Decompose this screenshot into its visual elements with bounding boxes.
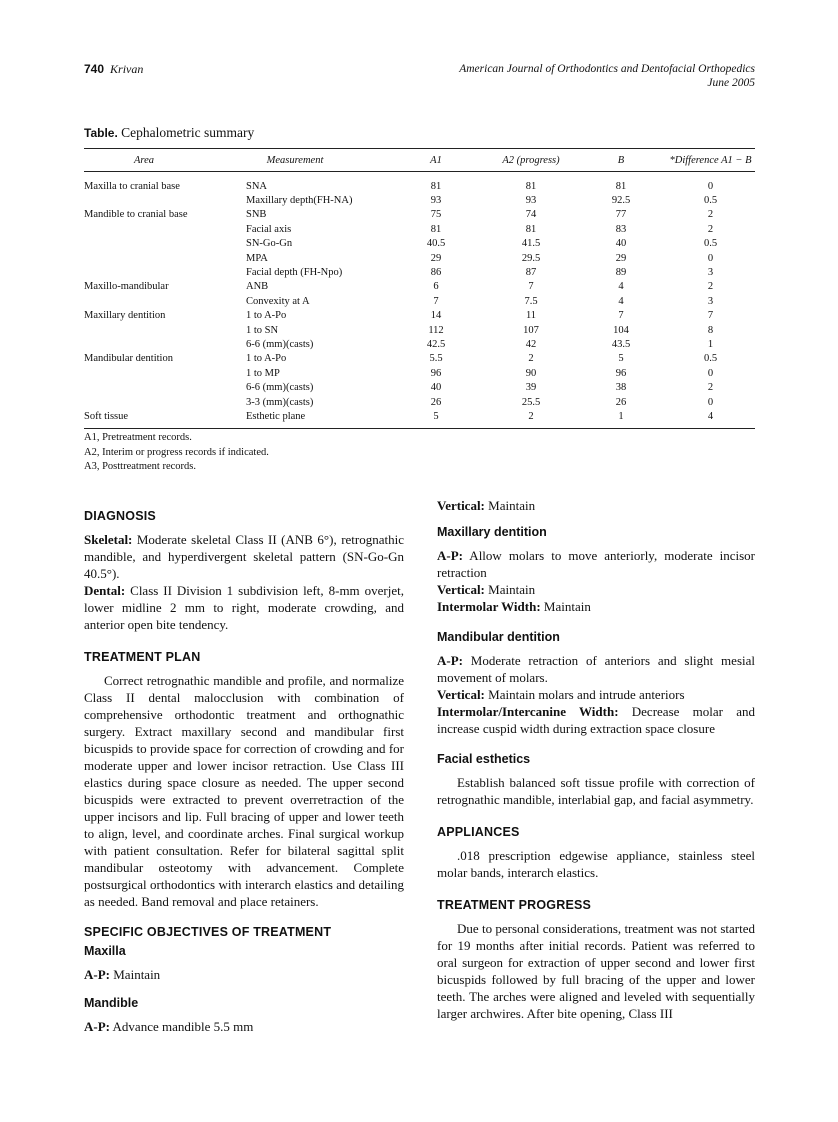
table-row	[84, 409, 755, 423]
table-cell: Facial axis	[246, 223, 292, 235]
table-cell: 4	[618, 281, 624, 293]
label: Vertical:	[437, 687, 485, 702]
heading-maxilla: Maxilla	[84, 944, 126, 958]
table-cell: 2	[707, 382, 714, 394]
table-cell: SNA	[246, 180, 268, 192]
mandent-width	[437, 703, 755, 737]
table-cell: 5	[433, 410, 439, 422]
table-cell: 1 to A-Po	[246, 310, 287, 322]
heading-treatment-plan: TREATMENT PLAN	[84, 650, 201, 664]
table-cell: Soft tissue	[84, 410, 129, 422]
mandent-ap	[437, 652, 755, 686]
running-header-left	[84, 62, 143, 77]
maxdent-intermolar	[437, 598, 755, 615]
table-cell: 3-3 (mm)(casts)	[246, 396, 314, 408]
heading-mandibular-dentition: Mandibular dentition	[437, 630, 560, 644]
table-title	[84, 125, 254, 141]
table-cell: ANB	[246, 281, 269, 293]
heading-treatment-progress: TREATMENT PROGRESS	[437, 898, 592, 912]
heading-diagnosis: DIAGNOSIS	[84, 509, 156, 523]
footnote: A1, Pretreatment records.	[84, 432, 192, 443]
table-cell: 1 to SN	[246, 324, 279, 336]
table-cell: 1 to A-Po	[246, 353, 287, 365]
table-cell: 90	[525, 367, 537, 379]
text: Allow molars to move anteriorly, moderate incisor retraction	[437, 548, 755, 580]
table-cell: 1	[707, 338, 714, 350]
table-cell: 81	[525, 180, 537, 192]
heading-appliances: APPLIANCES	[437, 825, 520, 839]
table-row	[84, 265, 755, 279]
heading-maxillary-dentition: Maxillary dentition	[437, 525, 547, 539]
col-header: Area	[133, 154, 155, 166]
table-cell: 1 to MP	[246, 367, 280, 379]
table-cell: 96	[615, 367, 627, 379]
skeletal-paragraph	[84, 531, 404, 582]
table-cell: Mandibular dentition	[84, 353, 173, 365]
table-cell: 3	[707, 295, 714, 307]
table-cell: 40	[430, 382, 442, 394]
appliances-paragraph: .018 prescription edgewise appliance, stainless steel molar bands, interarch elastics.	[437, 848, 755, 880]
text: Maintain	[484, 582, 536, 597]
table-row	[84, 352, 755, 366]
table-row	[84, 251, 755, 265]
table-cell: 40.5	[426, 238, 446, 250]
table-cell: 7	[433, 295, 439, 307]
label: A-P:	[437, 653, 463, 668]
table-cell: 43.5	[611, 338, 631, 350]
col-header: A2 (progress)	[502, 154, 560, 166]
treatment-plan-paragraph: Correct retrognathic mandible and profile, and normalize Class II dental malocclusion with combination of comprehensive orthodontic treatment and orthognathic surgery. Extract maxillary second and mandibular first bicuspids to provide space for correction of crowding and for moderate upper and lower incisor retraction. Use Class III elastics during space closure as needed. The upper second bicuspids were extracted to prevent overretraction of the upper incisors and lip. Full bracing of upper and lower teeth to align, level, and coordinate arches. Final surgical workup with patient consultation. Refer for bilateral sagittal split mandibular osteotomy with advancement. Complete postsurgical orthodontics with interarch elastics and detailing as needed. Band removal and place retainers.	[84, 673, 404, 909]
table-cell: 112	[428, 324, 444, 336]
text: Decrease molar and increase cuspid width during extraction space closure	[437, 704, 755, 736]
table-cell: 40	[615, 238, 627, 250]
text: Maintain molars and intrude anteriors	[484, 687, 685, 702]
col-header: *Difference A1 − B	[669, 154, 752, 166]
mandible-vertical	[437, 497, 755, 514]
label: A-P:	[437, 548, 463, 563]
table-cell: 42.5	[426, 338, 446, 350]
table-cell: 107	[523, 324, 539, 336]
table-cell: SN-Go-Gn	[246, 238, 293, 250]
table-row	[84, 395, 755, 409]
col-header: B	[617, 154, 625, 166]
table-cell: 77	[615, 209, 627, 221]
table-cell: 86	[430, 267, 442, 279]
progress-paragraph: Due to personal considerations, treatment was not started for 19 months after initial records. Patient was referred to oral surgeon for extraction of upper second and lower first bicuspids followed by full bracing of the upper and lower teeth. The arches were aligned and leveled with sequentially larger archwires. After bite opening, Class III	[437, 921, 755, 1021]
table-row	[84, 323, 755, 337]
table-cell: 0	[707, 180, 714, 192]
heading-facial-esthetics: Facial esthetics	[437, 752, 531, 766]
table-cell: 96	[430, 367, 442, 379]
maxilla-ap	[84, 966, 404, 983]
table-row	[84, 337, 755, 351]
table-cell: 41.5	[521, 238, 541, 250]
table-cell: 7.5	[524, 295, 538, 307]
table-cell: 26	[615, 396, 627, 408]
table-cell: 4	[707, 410, 714, 422]
table-cell: 81	[615, 180, 627, 192]
table-label: Table.	[84, 126, 118, 140]
table-cell: 0	[707, 396, 714, 408]
right-column	[437, 496, 755, 1022]
table-cell: Maxilla to cranial base	[84, 180, 180, 192]
text: Advance mandible 5.5 mm	[110, 1019, 254, 1034]
col-header: A1	[430, 154, 442, 166]
table-cell: 83	[615, 223, 627, 235]
table-cell: Esthetic plane	[246, 410, 306, 422]
table-cell: 4	[618, 295, 624, 307]
heading-objectives: SPECIFIC OBJECTIVES OF TREATMENT	[84, 925, 332, 939]
table-row	[84, 222, 755, 236]
label: A-P:	[84, 1019, 110, 1034]
table-cell: Facial depth (FH-Npo)	[246, 267, 343, 279]
table-header-row	[84, 149, 755, 172]
heading-mandible: Mandible	[84, 996, 139, 1010]
table-cell: Maxillo-mandibular	[84, 281, 169, 293]
table-row	[84, 237, 755, 251]
table-cell: 74	[525, 209, 537, 221]
table-cell: Mandible to cranial base	[84, 209, 188, 221]
table-cell: 104	[613, 324, 629, 336]
table-row	[84, 179, 755, 193]
label: Intermolar/Intercanine Width:	[437, 704, 619, 719]
table-row	[84, 208, 755, 222]
table-row	[84, 294, 755, 308]
label: Intermolar Width:	[437, 599, 541, 614]
table-cell: Convexity at A	[246, 295, 310, 307]
table-cell: 6-6 (mm)(casts)	[246, 382, 314, 394]
table-cell: 8	[707, 324, 714, 336]
text: Maintain	[484, 498, 536, 513]
table-caption: Cephalometric summary	[121, 125, 255, 140]
mandible-ap	[84, 1018, 404, 1035]
table-cell: 2	[528, 353, 534, 365]
label: Skeletal:	[84, 532, 133, 547]
table-cell: Maxillary depth(FH-NA)	[246, 195, 353, 207]
table-cell: 2	[707, 281, 714, 293]
journal-name: American Journal of Orthodontics and Dentofacial Orthopedics	[459, 63, 755, 75]
table-row	[84, 366, 755, 380]
cephalometric-table	[84, 148, 755, 429]
text: Maintain	[110, 967, 161, 982]
table-cell: 5	[618, 353, 624, 365]
dental-paragraph	[84, 582, 404, 633]
table-row	[84, 309, 755, 323]
table-cell: 93	[525, 195, 537, 207]
maxdent-ap	[437, 547, 755, 581]
table-cell: 11	[525, 310, 537, 322]
table-cell: 39	[525, 382, 537, 394]
table-cell: 81	[430, 223, 442, 235]
table-cell: 29	[615, 252, 627, 264]
footnote: A3, Posttreatment records.	[84, 461, 196, 472]
table-cell: 26	[430, 396, 442, 408]
table-footnotes	[84, 431, 269, 475]
table-cell: 75	[430, 209, 442, 221]
label: Vertical:	[437, 582, 485, 597]
table-row	[84, 193, 755, 207]
table-cell: 42	[525, 338, 537, 350]
table-cell: 29.5	[521, 252, 541, 264]
table-cell: Maxillary dentition	[84, 310, 166, 322]
running-header-right	[459, 62, 755, 90]
table-cell: 2	[528, 410, 534, 422]
table-cell: 89	[615, 267, 627, 279]
footnote: A2, Interim or progress records if indicated.	[84, 446, 269, 458]
table-cell: 0.5	[703, 238, 718, 250]
issue-date: June 2005	[707, 77, 755, 89]
facial-paragraph: Establish balanced soft tissue profile with correction of retrognathic mandible, interlabial gap, and facial asymmetry.	[437, 775, 755, 807]
page-number: 740	[84, 62, 105, 76]
text: Maintain	[540, 599, 591, 614]
table-row	[84, 280, 755, 294]
table-cell: 5.5	[429, 353, 443, 365]
author: Krivan	[110, 62, 144, 76]
table-cell: 2	[707, 223, 714, 235]
table-cell: 7	[528, 281, 534, 293]
table-body	[84, 172, 755, 428]
table-cell: 0	[707, 367, 714, 379]
table-cell: 0.5	[703, 195, 718, 207]
mandent-vertical	[437, 686, 755, 703]
table-cell: 92.5	[611, 195, 631, 207]
table-cell: 6-6 (mm)(casts)	[246, 338, 314, 350]
maxdent-vertical	[437, 581, 755, 598]
label: A-P:	[84, 967, 110, 982]
table-cell: MPA	[246, 252, 268, 264]
table-cell: 0	[707, 252, 714, 264]
col-header: Measurement	[266, 154, 324, 166]
table-cell: 93	[430, 195, 442, 207]
label: Vertical:	[437, 498, 485, 513]
table-cell: 2	[707, 209, 714, 221]
table-cell: 1	[618, 410, 624, 422]
table-cell: 0.5	[703, 353, 718, 365]
text: Moderate retraction of anteriors and slight mesial movement of molars.	[437, 653, 755, 685]
table-cell: SNB	[246, 209, 267, 221]
table-cell: 87	[525, 267, 537, 279]
table-cell: 81	[430, 180, 442, 192]
text: Class II Division 1 subdivision left, 8-mm overjet, lower midline 2 mm to right, moderate crowding, and anterior open bite tendency.	[84, 583, 404, 632]
table-cell: 14	[430, 310, 442, 322]
text: Moderate skeletal Class II (ANB 6°), retrognathic mandible, and hyperdivergent skeletal pattern (SN-Go-Gn 40.5°).	[84, 532, 404, 581]
left-column	[84, 496, 404, 1035]
table-cell: 6	[433, 281, 439, 293]
table-cell: 3	[707, 267, 714, 279]
table-cell: 38	[615, 382, 627, 394]
table-row	[84, 380, 755, 394]
label: Dental:	[84, 583, 126, 598]
table-cell: 25.5	[521, 396, 541, 408]
table-cell: 29	[430, 252, 442, 264]
table-cell: 7	[707, 310, 714, 322]
table-cell: 7	[618, 310, 624, 322]
table-cell: 81	[525, 223, 537, 235]
